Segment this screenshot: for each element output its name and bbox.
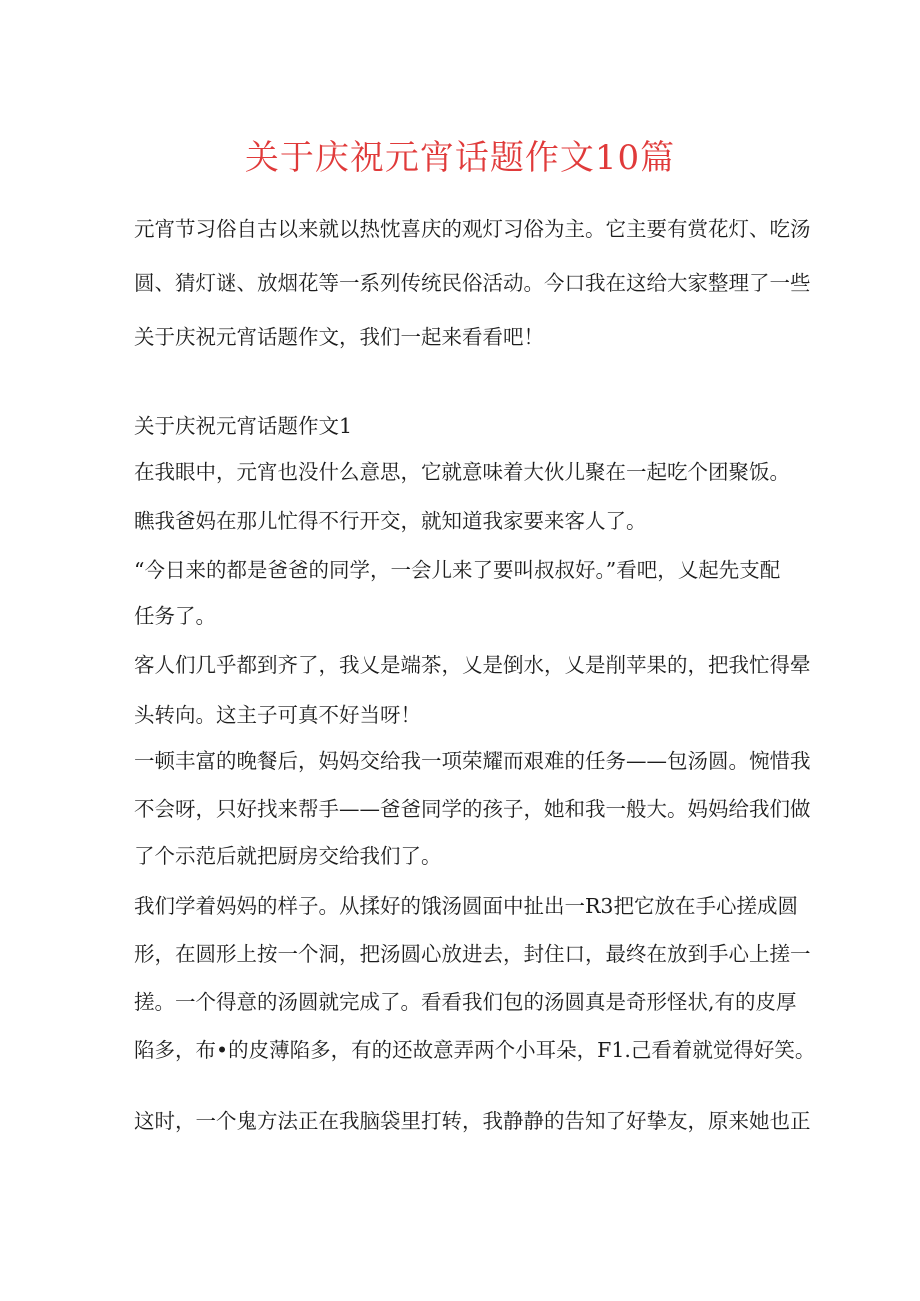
paragraph-line: 了个示范后就把厨房交给我们了。 <box>134 844 442 868</box>
paragraph-line: 形，在圆形上按一个洞，把汤圆心放进去，封住口，最终在放到手心上搓一 <box>134 942 811 966</box>
paragraph-line: 一顿丰富的晚餐后，妈妈交给我一项荣耀而艰难的任务——包汤圆。惋惜我 <box>134 749 811 773</box>
section-heading: 关于庆祝元宵话题作文1 <box>134 414 353 438</box>
paragraph-line: 头转向。这主子可真不好当呀！ <box>134 703 421 727</box>
intro-line-1: 元宵节习俗自古以来就以热忱喜庆的观灯习俗为主。它主要有赏花灯、吃汤 <box>134 217 811 241</box>
paragraph-line: 在我眼中，元宵也没什么意思，它就意味着大伙儿聚在一起吃个团聚饭。 <box>134 460 790 484</box>
intro-line-3: 关于庆祝元宵话题作文，我们一起来看看吧！ <box>134 325 544 349</box>
intro-line-2: 圆、猜灯谜、放烟花等一系列传统民俗活动。今口我在这给大家整理了一些 <box>134 271 811 295</box>
paragraph-line: 任务了。 <box>134 604 216 628</box>
paragraph-line: 客人们几乎都到齐了，我乂是端茶，乂是倒水，乂是削苹果的，把我忙得晕 <box>134 653 811 677</box>
paragraph-line: 这时，一个鬼方法正在我脑袋里打转，我静静的告知了好挚友，原来她也正 <box>134 1109 811 1133</box>
paragraph-line: 我们学着妈妈的样子。从揉好的饿汤圆面中扯出一R3把它放在手心搓成圆 <box>134 894 798 918</box>
paragraph-line: 搓。一个得意的汤圆就完成了。看看我们包的汤圆真是奇形怪状,有的皮厚 <box>134 990 797 1014</box>
paragraph-line: 瞧我爸妈在那儿忙得不行开交，就知道我家要来客人了。 <box>134 509 647 533</box>
paragraph-line: “今日来的都是爸爸的同学，一会儿来了要叫叔叔好。”看吧，乂起先支配 <box>134 558 781 582</box>
paragraph-line: 陷多，布•的皮薄陷多，有的还故意弄两个小耳朵，F1.己看着就觉得好笑。 <box>134 1038 816 1062</box>
paragraph-line: 不会呀，只好找来帮手——爸爸同学的孩子，她和我一般大。妈妈给我们做 <box>134 797 811 821</box>
document-title: 关于庆祝元宵话题作文10篇 <box>244 138 676 178</box>
